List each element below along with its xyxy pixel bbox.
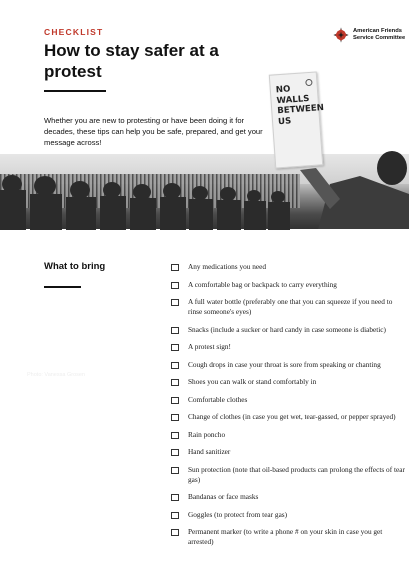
checklist-item (171, 377, 407, 395)
checklist-item-text: A full water bottle (preferably one that you can squeeze if you need to rinse someone's eyes) (188, 297, 393, 316)
sign-line: WALLS (276, 93, 310, 106)
checklist-item-text: Cough drops in case your throat is sore from speaking or chanting (188, 359, 381, 369)
org-name (353, 28, 405, 42)
checkbox-icon[interactable] (171, 379, 179, 386)
checklist-item (171, 447, 407, 465)
checklist-item (171, 465, 407, 493)
bring-checklist (171, 262, 407, 555)
checkbox-icon[interactable] (171, 344, 179, 351)
checklist-item (171, 492, 407, 510)
crowd-silhouettes (0, 154, 409, 229)
section-underline (44, 286, 81, 288)
checklist-item (171, 280, 407, 298)
checkbox-icon[interactable] (171, 529, 179, 536)
checkbox-icon[interactable] (171, 467, 179, 474)
org-logo (333, 27, 405, 43)
protest-sign (269, 71, 323, 168)
checklist-item-text: Change of clothes (in case you get wet, tear-gassed, or pepper sprayed) (188, 412, 396, 421)
sign-line: BETWEEN (276, 103, 325, 117)
checkbox-icon[interactable] (171, 362, 179, 369)
checklist-item (171, 325, 407, 343)
checkbox-icon[interactable] (171, 299, 179, 306)
checkbox-icon[interactable] (171, 449, 179, 456)
sign-text (275, 83, 325, 128)
checklist-item (171, 430, 407, 448)
checklist-item (171, 262, 407, 280)
checklist-item-text: Shoes you can walk or stand comfortably in (188, 377, 317, 386)
checklist-item-text: Hand sanitizer (188, 447, 231, 456)
section-heading: What to bring (44, 261, 106, 272)
checklist-item (171, 342, 407, 360)
checklist-item (171, 412, 407, 430)
checklist-item-text: A protest sign! (188, 342, 231, 351)
checklist-item-text: Snacks (include a sucker or hard candy in case someone is diabetic) (188, 324, 386, 334)
afsc-star-logo-icon (333, 27, 349, 43)
checklist-item (171, 527, 407, 555)
checkbox-icon[interactable] (171, 397, 179, 404)
sign-line: US (277, 115, 292, 127)
checklist-item-text: A comfortable bag or backpack to carry everything (188, 279, 337, 289)
checklist-label: CHECKLIST (44, 27, 104, 37)
checklist-item (171, 297, 407, 325)
checklist-item (171, 510, 407, 528)
checkbox-icon[interactable] (171, 414, 179, 421)
checklist-item-text: Permanent marker (to write a phone # on your skin in case you get arrested) (188, 527, 383, 546)
checklist-item-text: Any medications you need (188, 262, 267, 271)
intro-paragraph: Whether you are new to protesting or have been doing it for decades, these tips can help you be safe, prepared, and get your message across! (44, 115, 263, 147)
checkbox-icon[interactable] (171, 327, 179, 334)
sign-line: NO (275, 84, 291, 96)
checklist-item (171, 360, 407, 378)
checklist-item-text: Bandanas or face masks (188, 492, 259, 501)
page-title: How to stay safer at a protest (44, 41, 219, 81)
checkbox-icon[interactable] (171, 282, 179, 289)
checklist-item-text: Goggles (to protect from tear gas) (188, 509, 288, 519)
checkbox-icon[interactable] (171, 264, 179, 271)
org-name-line1: American Friends (353, 28, 402, 34)
checklist-item-text: Comfortable clothes (188, 394, 248, 404)
org-name-line2: Service Committee (353, 35, 406, 41)
checklist-item-text: Sun protection (note that oil-based products can prolong the effects of tear gas) (188, 464, 405, 484)
checklist-item (171, 395, 407, 413)
checkbox-icon[interactable] (171, 512, 179, 519)
checklist-item-text: Rain poncho (188, 429, 226, 439)
checkbox-icon[interactable] (171, 494, 179, 501)
photo-caption: Photo: Vanessa Grosen (27, 372, 85, 378)
title-underline (44, 90, 106, 92)
checkbox-icon[interactable] (171, 432, 179, 439)
